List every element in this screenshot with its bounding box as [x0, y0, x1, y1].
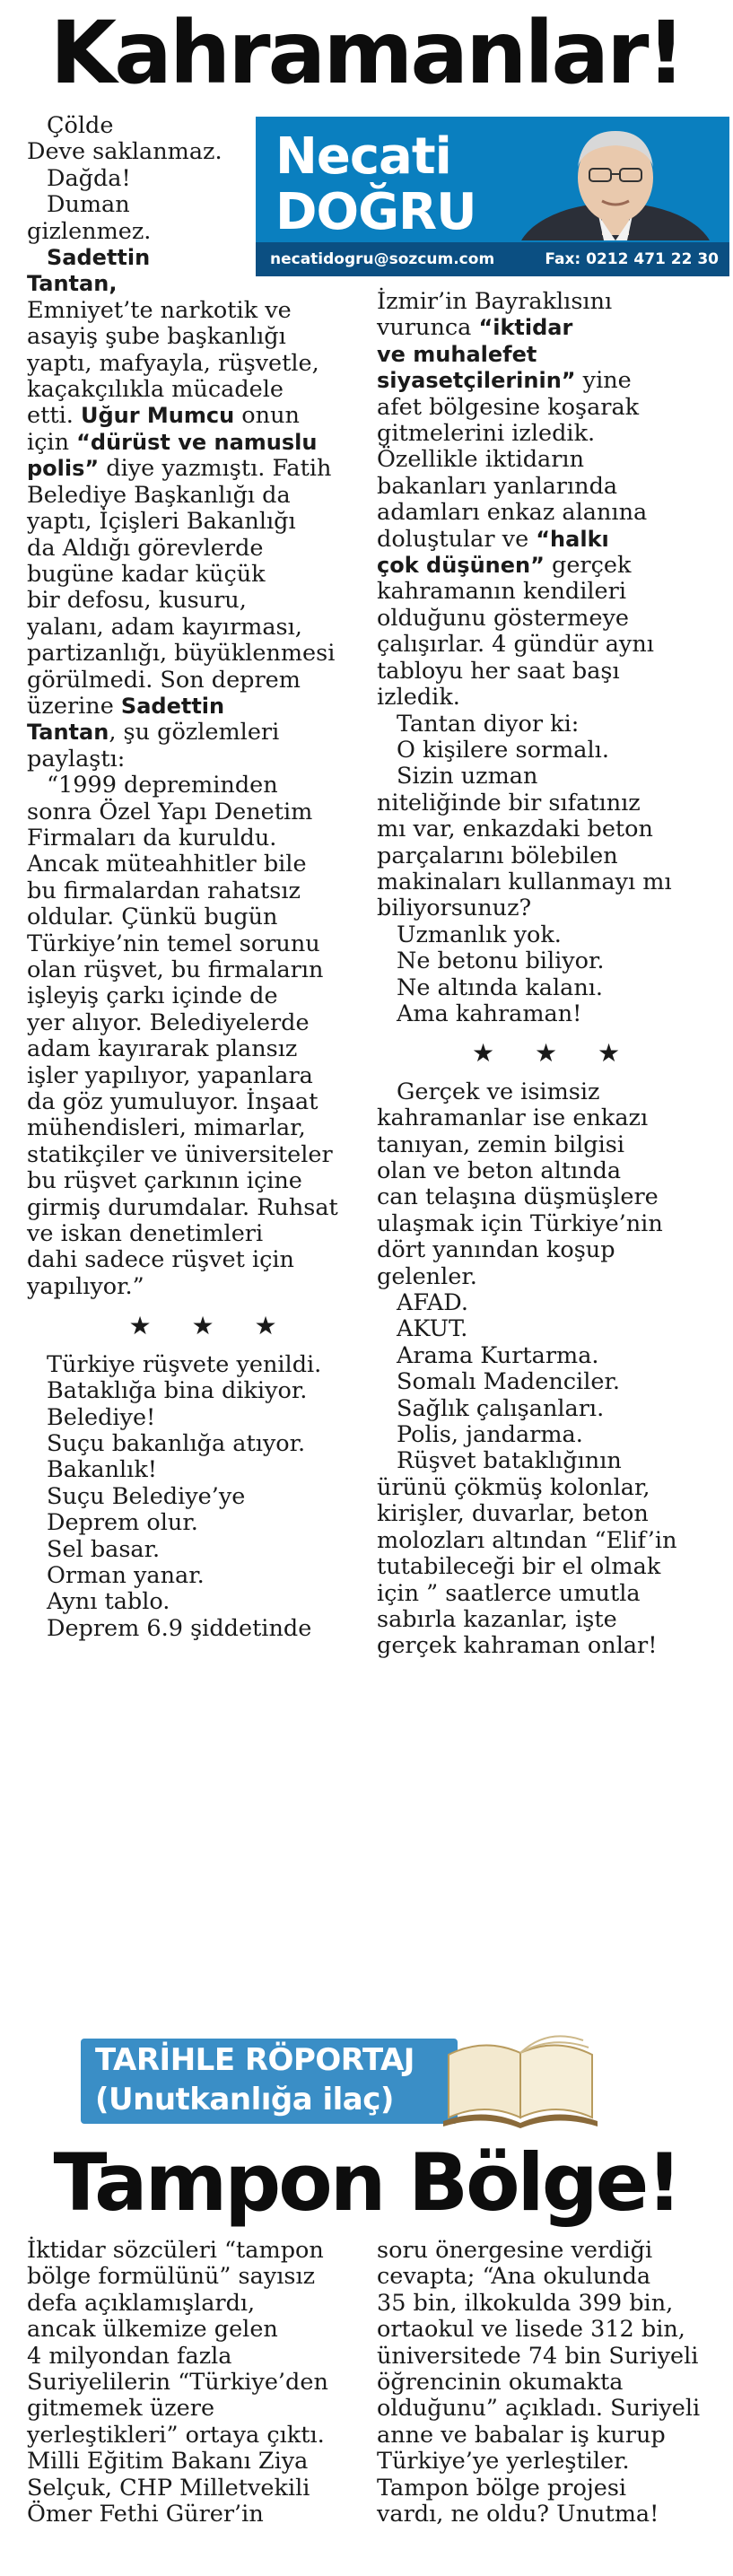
text-line: AKUT. [397, 1315, 468, 1343]
text-line: Belediye Başkanlığı da [27, 481, 291, 509]
text-line: Rüşvet bataklığının [397, 1447, 622, 1475]
text-line: Milli Eğitim Bakanı Ziya [27, 2448, 309, 2476]
bold-quote: “dürüst ve namuslu [76, 429, 318, 455]
text-line: Deprem olur. [47, 1509, 198, 1537]
text-span: doluştular ve [377, 525, 537, 553]
text-line: O kişilere sormalı. [397, 736, 609, 764]
author-first-name: Necati [275, 127, 451, 186]
text-line: gitmemek üzere [27, 2395, 215, 2423]
bold-quote: “iktidar [478, 315, 573, 341]
quote-line: sonra Özel Yapı Denetim [27, 798, 313, 825]
text-line: biliyorsunuz? [377, 895, 532, 922]
text-line: asayiş şube başkanlığı [27, 323, 286, 351]
text-line: defa açıklamışlardı, [27, 2289, 256, 2317]
quote-line: Firmaları da kuruldu. [27, 824, 277, 851]
text-line: afet bölgesine koşarak [377, 393, 640, 421]
text-line: AFAD. [397, 1289, 468, 1317]
text-line: Duman [47, 191, 130, 219]
quote-line: “1999 depreminden [47, 772, 278, 799]
text-line: yaptı, İçişleri Bakanlığı [27, 508, 296, 536]
text-line: Somalı Madenciler. [397, 1368, 620, 1396]
open-book-icon [431, 2028, 610, 2131]
text-line: ancak ülkemize gelen [27, 2316, 278, 2344]
text-line: izledik. [377, 684, 460, 712]
quote-line: Türkiye’nin temel sorunu [27, 930, 320, 957]
bold-name: Tantan [27, 720, 109, 746]
text-line: ortaokul ve lisede 312 bin, [377, 2316, 685, 2344]
quote-line: ve iskan denetimleri [27, 1220, 264, 1248]
quote-line: bu rüşvet çarkının içine [27, 1167, 302, 1195]
bottom-column-left [27, 2238, 381, 2528]
section-divider-stars: ★ ★ ★ [471, 1038, 637, 1069]
text-line: bakanları yanlarında [377, 472, 618, 500]
quote-line: oldular. Çünkü bugün [27, 904, 278, 931]
author-last-name: DOĞRU [275, 183, 476, 241]
text-line: adamları enkaz alanına [377, 499, 648, 527]
text-line: 4 milyondan fazla [27, 2342, 232, 2370]
quote-line: olan rüşvet, bu firmaların [27, 956, 324, 983]
quote-line: statikçiler ve üniversiteler [27, 1140, 333, 1168]
quote-line: da göz yumuluyor. İnşaat [27, 1088, 319, 1116]
text-line: olan ve beton altında [377, 1157, 622, 1184]
text-line: Gerçek ve isimsiz [397, 1078, 600, 1105]
bold-quote: polis” [27, 456, 100, 482]
text-line: gizlenmez. [27, 217, 152, 245]
text-line: makinaları kullanmayı mı [377, 868, 672, 895]
text-line: anne ve babalar iş kurup [377, 2421, 666, 2449]
text-line: Sizin uzman [397, 763, 538, 790]
text-line: Türkiye rüşvete yenildi. [47, 1350, 322, 1378]
text-line: Sel basar. [47, 1535, 161, 1563]
text-line: İzmir’in Bayraklısını [377, 288, 613, 315]
text-line: kahramanlar ise enkazı [377, 1105, 649, 1132]
text-line: Türkiye’ye yerleştiler. [377, 2448, 630, 2476]
text-line: Ama kahraman! [397, 1000, 582, 1027]
text-line: paylaştı: [27, 745, 126, 773]
banner-subtitle: (Unutkanlığa ilaç) [95, 2082, 394, 2118]
text-line: tanıyan, zemin bilgisi [377, 1131, 625, 1158]
text-span: etti. [27, 402, 74, 430]
text-line: yalanı, adam kayırması, [27, 613, 302, 641]
text-line: Çölde [47, 112, 114, 139]
text-line: Aynı tablo. [47, 1588, 170, 1616]
column-right [377, 289, 731, 1660]
text-line: Arama Kurtarma. [397, 1341, 599, 1369]
text-line: bugüne kadar küçük [27, 560, 266, 588]
text-line: ulaşmak için Türkiye’nin [377, 1209, 663, 1237]
quote-line: işleyiş çarkı içinde de [27, 982, 278, 1010]
bold-name: Tantan, [27, 271, 118, 297]
text-line: Uzmanlık yok. [397, 921, 562, 948]
text-line: Ne altında kalanı. [397, 974, 604, 1001]
text-line: cevapta; “Ana okulunda [377, 2263, 651, 2291]
text-line: Sağlık çalışanları. [397, 1394, 605, 1422]
text-line: ürünü çökmüş kolonlar, [377, 1473, 650, 1501]
history-interview-banner [81, 2028, 619, 2131]
text-line: Suriyelilerin “Türkiye’den [27, 2369, 328, 2397]
quote-line: dahi sadece rüşvet için [27, 1246, 294, 1274]
secondary-headline: Tampon Bölge! [53, 2136, 680, 2229]
text-line: yerleştikleri” ortaya çıktı. [27, 2421, 325, 2449]
text-line: da Aldığı görevlerde [27, 534, 264, 562]
text-line: Orman yanar. [47, 1561, 205, 1589]
text-span: , şu gözlemleri [109, 719, 280, 747]
text-span: için [27, 428, 77, 456]
quote-line: yapılıyor.” [27, 1272, 144, 1300]
text-line: üniversitede 74 bin Suriyeli [377, 2342, 699, 2370]
text-line: dört yanından koşup [377, 1236, 615, 1264]
bold-quote: ve muhalefet [377, 341, 537, 367]
text-span: diye yazmıştı. Fatih [99, 455, 332, 483]
text-span: gerçek [544, 552, 632, 580]
text-line: soru önergesine verdiği [377, 2237, 653, 2264]
text-line: kaçakçılıkla mücadele [27, 376, 284, 404]
text-line: Emniyet’te narkotik ve [27, 296, 292, 324]
bold-name: Sadettin [120, 693, 225, 719]
author-fax: Fax: 0212 471 22 30 [545, 250, 719, 268]
text-line: parçalarını bölebilen [377, 842, 618, 869]
bold-name: Sadettin [47, 245, 151, 271]
text-line: olduğunu göstermeye [377, 604, 630, 632]
bottom-column-right [377, 2238, 731, 2528]
text-line: Deve saklanmaz. [27, 138, 223, 166]
text-line: çalışırlar. 4 gündür aynı [377, 631, 654, 659]
text-line: mı var, enkazdaki beton [377, 816, 653, 843]
text-line: Selçuk, CHP Milletvekili [27, 2474, 310, 2502]
text-span: vurunca [377, 314, 479, 342]
text-line: gitmelerini izledik. [377, 420, 596, 448]
text-span: üzerine [27, 692, 121, 720]
text-line: Suçu bakanlığa atıyor. [47, 1429, 306, 1457]
text-line: molozları altından “Elif’in [377, 1526, 677, 1554]
text-line: Ne betonu biliyor. [397, 947, 605, 975]
quote-line: yer alıyor. Belediyelerde [27, 1009, 310, 1036]
text-line: Polis, jandarma. [397, 1421, 583, 1449]
text-line: İktidar sözcüleri “tampon [27, 2237, 324, 2264]
text-line: Deprem 6.9 şiddetinde [47, 1614, 312, 1642]
text-span: yine [575, 367, 632, 395]
text-line: görülmedi. Son deprem [27, 666, 301, 694]
text-line: Belediye! [47, 1403, 156, 1431]
text-line: bölge formülünü” sayısız [27, 2263, 316, 2291]
text-span: onun [234, 402, 300, 430]
text-line: vardı, ne oldu? Unutma! [377, 2501, 659, 2528]
text-line: Bataklığa bina dikiyor. [47, 1377, 308, 1405]
bold-name: Uğur Mumcu [80, 403, 235, 429]
text-line: Bakanlık! [47, 1456, 158, 1484]
text-line: niteliğinde bir sıfatınız [377, 789, 641, 816]
text-line: can telaşına düşmüşlere [377, 1183, 659, 1211]
text-line: Özellikle iktidarın [377, 446, 585, 474]
text-line: Tantan diyor ki: [397, 710, 580, 738]
text-line: kahramanın kendileri [377, 578, 626, 606]
bold-quote: siyasetçilerinin” [377, 368, 576, 394]
text-line: için ” saatlerce umutla [377, 1579, 641, 1607]
section-divider-stars: ★ ★ ★ [128, 1311, 293, 1341]
text-line: Ömer Fethi Gürer’in [27, 2501, 264, 2528]
text-line: Tampon bölge projesi [377, 2474, 627, 2502]
quote-line: adam kayırarak plansız [27, 1035, 298, 1063]
text-line: partizanlığı, büyüklenmesi [27, 640, 336, 668]
quote-line: mühendisleri, mimarlar, [27, 1114, 306, 1142]
author-email[interactable]: necatidogru@sozcum.com [270, 250, 495, 268]
text-line: gerçek kahraman onlar! [377, 1632, 658, 1660]
text-line: tutabileceği bir el olmak [377, 1553, 661, 1581]
text-line: Dağda! [47, 164, 131, 192]
bold-quote: çok düşünen” [377, 553, 545, 579]
text-line: yaptı, mafyayla, rüşvetle, [27, 349, 319, 377]
bold-quote: “halkı [536, 526, 609, 552]
text-line: sabırla kazanlar, işte [377, 1605, 617, 1633]
main-headline: Kahramanlar! [49, 3, 684, 103]
text-line: tabloyu her saat başı [377, 657, 620, 685]
text-line: Suçu Belediye’ye [47, 1482, 246, 1510]
quote-line: işler yapılıyor, yapanlara [27, 1061, 313, 1089]
text-line: 35 bin, ilkokulda 399 bin, [377, 2289, 674, 2317]
quote-line: girmiş durumdalar. Ruhsat [27, 1193, 338, 1221]
quote-line: bu firmalardan rahatsız [27, 877, 301, 904]
text-line: kirişler, duvarlar, beton [377, 1500, 649, 1528]
quote-line: Ancak müteahhitler bile [27, 851, 307, 878]
text-line: bir defosu, kusuru, [27, 587, 247, 615]
text-line: öğrencinin okumakta [377, 2369, 624, 2397]
text-line: olduğunu” açıkladı. Suriyeli [377, 2395, 701, 2423]
text-line: gelenler. [377, 1262, 477, 1290]
author-photo [512, 122, 719, 240]
banner-title: TARİHLE RÖPORTAJ [95, 2042, 414, 2078]
column-left [27, 113, 395, 1642]
